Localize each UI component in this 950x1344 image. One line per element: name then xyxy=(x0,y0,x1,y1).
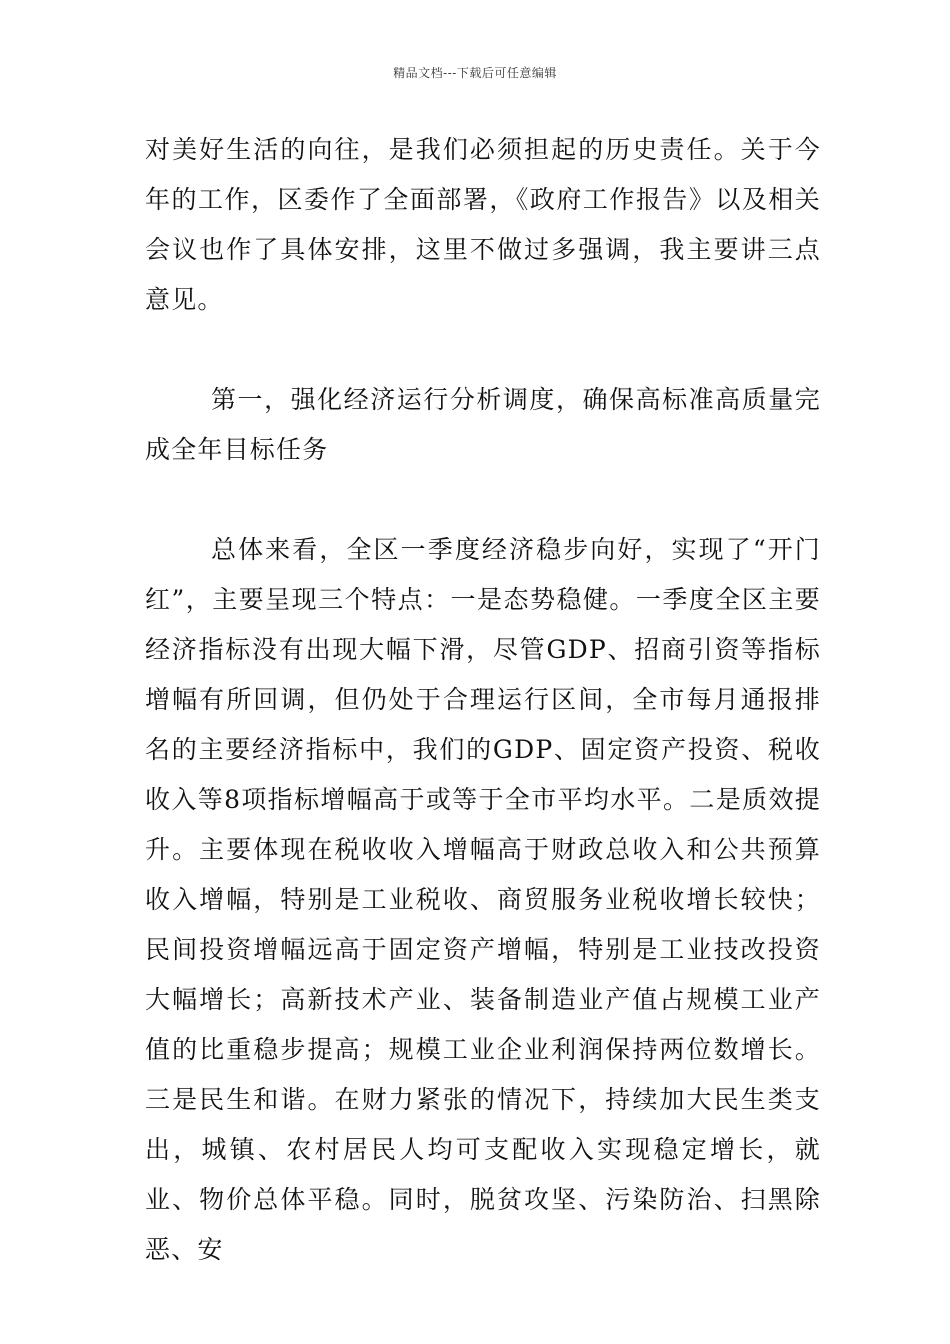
paragraph-intro: 对美好生活的向往，是我们必须担起的历史责任。关于今年的工作，区委作了全面部署，《政府工作报告》以及相关会议也作了具体安排，这里不做过多强调，我主要讲三点意见。 xyxy=(145,135,821,314)
paragraph-overview: 总体来看，全区一季度经济稳步向好，实现了“开门红”，主要呈现三个特点：一是态势稳健。一季度全区主要经济指标没有出现大幅下滑，尽管GDP、招商引资等指标增幅有所回调，但仍处于合理运行区间，全市每月通报排名的主要经济指标中，我们的GDP、固定资产投资、税收收入等8项指标增幅高于或等于全市平均水平。二是质效提升。主要体现在税收收入增幅高于财政总收入和公共预算收入增幅，特别是工业税收、商贸服务业税收增长较快；民间投资增幅远高于固定资产增幅，特别是工业技改投资大幅增长；高新技术产业、装备制造业产值占规模工业产值的比重稳步提高；规模工业企业利润保持两位数增长。三是民生和谐。在财力紧张的情况下，持续加大民生类支出，城镇、农村居民人均可支配收入实现稳定增长，就业、物价总体平稳。同时，脱贫攻坚、污染防治、扫黑除恶、安 xyxy=(145,535,821,1264)
page-header: 精品文档---下载后可任意编辑 xyxy=(393,66,557,80)
document-body xyxy=(145,125,821,1275)
section-heading: 第一，强化经济运行分析调度，确保高标准高质量完成全年目标任务 xyxy=(145,385,821,464)
